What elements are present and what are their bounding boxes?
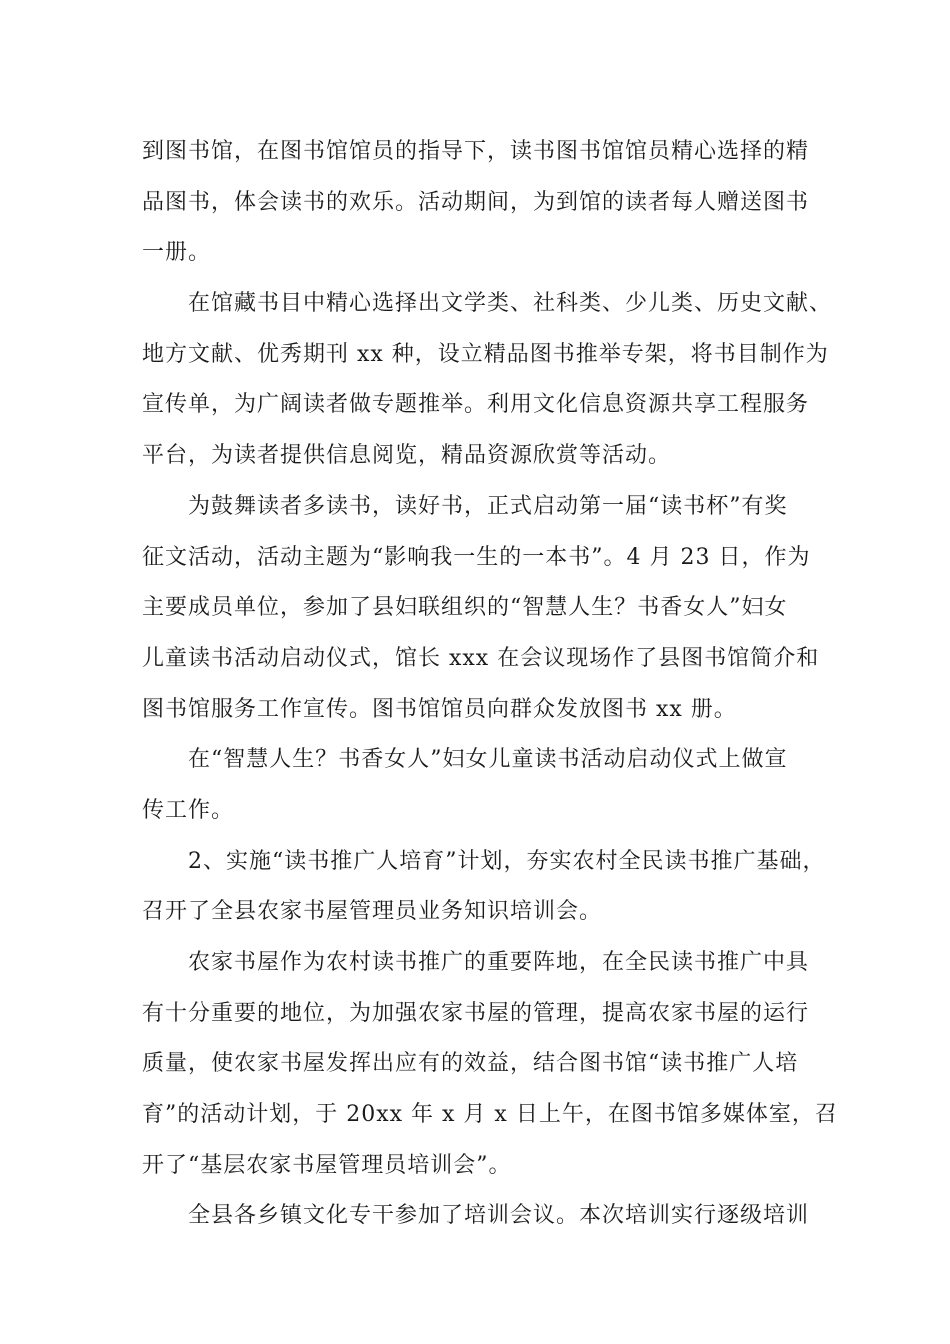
text-line-2: 品图书，体会读书的欢乐。活动期间，为到馆的读者每人赠送图书 — [142, 189, 810, 215]
document-body — [142, 127, 838, 1242]
text-line-3: 一册。 — [142, 240, 212, 266]
text-line-14: 传工作。 — [142, 797, 235, 823]
text-line-11: 儿童读书活动启动仪式，馆长 xxx 在会议现场作了县图书馆简介和 — [142, 645, 820, 671]
text-line-5: 地方文献、优秀期刊 xx 种，设立精品图书推举专架，将书目制作为 — [142, 341, 829, 367]
text-line-15: 2、实施“读书推广人培育”计划，夯实农村全民读书推广基础， — [188, 848, 826, 874]
text-line-6: 宣传单，为广阔读者做专题推举。利用文化信息资源共享工程服务 — [142, 392, 810, 418]
text-line-20: 育”的活动计划，于 20xx 年 x 月 x 日上午，在图书馆多媒体室，召 — [142, 1102, 838, 1128]
text-line-12: 图书馆服务工作宣传。图书馆馆员向群众发放图书 xx 册。 — [142, 696, 737, 722]
text-line-13: 在“智慧人生？书香女人”妇女儿童读书活动启动仪式上做宣 — [188, 747, 788, 773]
text-line-9: 征文活动，活动主题为“影响我一生的一本书”。4 月 23 日，作为 — [142, 544, 811, 570]
text-line-7: 平台，为读者提供信息阅览，精品资源欣赏等活动。 — [142, 443, 672, 469]
text-line-18: 有十分重要的地位，为加强农家书屋的管理，提高农家书屋的运行 — [142, 1000, 810, 1026]
text-line-10: 主要成员单位，参加了县妇联组织的“智慧人生？书香女人”妇女 — [142, 595, 788, 621]
text-line-8: 为鼓舞读者多读书，读好书，正式启动第一届“读书杯”有奖 — [188, 493, 788, 519]
text-line-21: 开了“基层农家书屋管理员培训会”。 — [142, 1152, 512, 1178]
text-line-19: 质量，使农家书屋发挥出应有的效益，结合图书馆“读书推广人培 — [142, 1051, 799, 1077]
text-line-22: 全县各乡镇文化专干参加了培训会议。本次培训实行逐级培训 — [188, 1203, 810, 1229]
text-line-16: 召开了全县农家书屋管理员业务知识培训会。 — [142, 899, 603, 925]
text-line-17: 农家书屋作为农村读书推广的重要阵地，在全民读书推广中具 — [188, 950, 810, 975]
text-line-1: 到图书馆，在图书馆馆员的指导下，读书图书馆馆员精心选择的精 — [142, 139, 810, 164]
text-line-4: 在馆藏书目中精心选择出文学类、社科类、少儿类、历史文献、 — [188, 291, 833, 317]
